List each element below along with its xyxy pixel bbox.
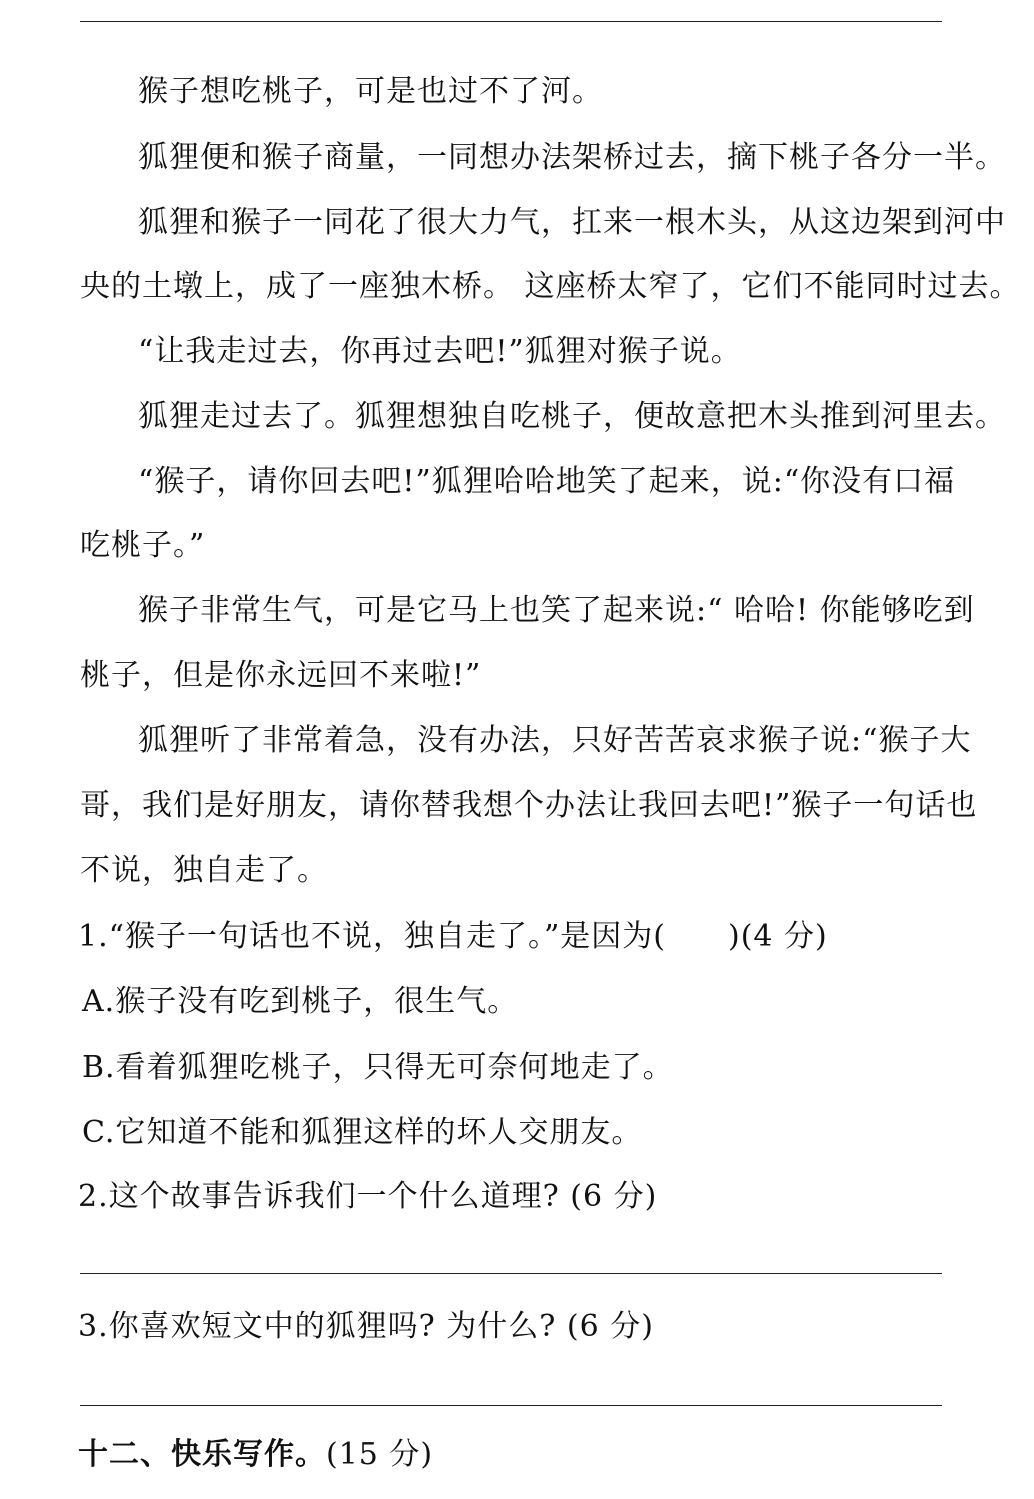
section-score: (15 分) xyxy=(326,1437,434,1472)
section-title: 十二、快乐写作。 xyxy=(78,1437,326,1472)
story-line: “猴子，请你回去吧!”狐狸哈哈地笑了起来，说:“你没有口福 xyxy=(138,464,956,499)
story-line: 桃子，但是你永远回不来啦!” xyxy=(80,658,482,693)
story-line: 哥，我们是好朋友，请你替我想个办法让我回去吧!”猴子一句话也 xyxy=(80,788,978,823)
question-1-stem: 1.“猴子一句话也不说，独自走了。”是因为( )(4 分) xyxy=(78,919,828,954)
question-1-option-c: C.它知道不能和狐狸这样的坏人交朋友。 xyxy=(82,1115,643,1150)
story-line: 猴子非常生气，可是它马上也笑了起来说:“ 哈哈! 你能够吃到 xyxy=(138,593,975,628)
question-2-answer-line[interactable] xyxy=(80,1273,942,1274)
question-3-stem: 3.你喜欢短文中的狐狸吗? 为什么? (6 分) xyxy=(78,1309,654,1344)
story-line: 猴子想吃桃子，可是也过不了河。 xyxy=(138,74,603,109)
story-line: 狐狸走过去了。狐狸想独自吃桃子，便故意把木头推到河里去。 xyxy=(138,399,1006,434)
top-divider xyxy=(80,21,942,22)
story-line: 央的土墩上，成了一座独木桥。 这座桥太窄了，它们不能同时过去。 xyxy=(80,269,1021,304)
story-line: 不说，独自走了。 xyxy=(80,853,328,888)
question-3-answer-line[interactable] xyxy=(80,1405,942,1406)
story-line: 狐狸和猴子一同花了很大力气，扛来一根木头，从这边架到河中 xyxy=(138,205,1006,240)
story-line: 吃桃子。” xyxy=(80,528,206,563)
story-line: “让我走过去，你再过去吧!”狐狸对猴子说。 xyxy=(138,334,742,369)
section-heading xyxy=(78,1435,940,1475)
story-line: 狐狸便和猴子商量，一同想办法架桥过去，摘下桃子各分一半。 xyxy=(138,140,1006,175)
story-line: 狐狸听了非常着急，没有办法，只好苦苦哀求猴子说:“猴子大 xyxy=(138,723,972,758)
question-1-option-b: B.看着狐狸吃桃子，只得无可奈何地走了。 xyxy=(82,1050,674,1085)
question-1-option-a: A.猴子没有吃到桃子，很生气。 xyxy=(82,984,519,1019)
question-2-stem: 2.这个故事告诉我们一个什么道理? (6 分) xyxy=(78,1179,658,1214)
